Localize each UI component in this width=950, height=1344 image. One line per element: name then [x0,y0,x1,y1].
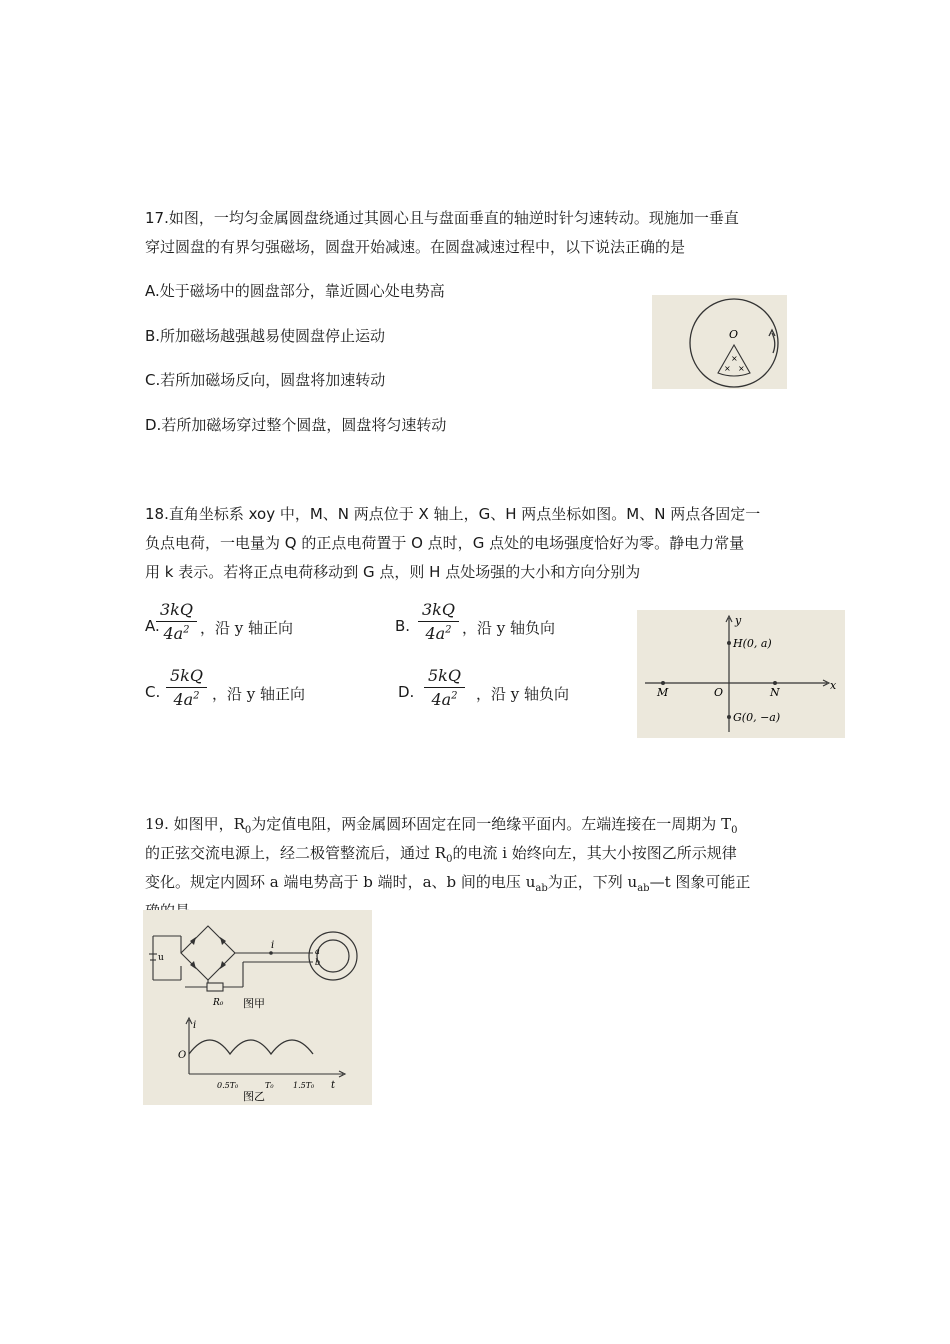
q18-option-c-text: ，沿 y 轴正向 [212,685,306,703]
source-label: u [158,953,164,963]
fraction-exponent: 2 [193,690,200,702]
graph-y-label: i [193,1020,197,1031]
origin-label: O [714,686,724,699]
q18-option-d-letter: D. [398,683,415,701]
q18-option-a-text: ，沿 y 轴正向 [200,619,294,637]
q18-coordinate-figure [637,610,845,738]
graph-t-label: t [331,1080,336,1091]
q18-option-a-fraction [156,600,197,643]
graph-tick: 1.5T₀ [293,1081,315,1090]
figure-caption-a: 图甲 [243,997,265,1010]
current-label: i [271,940,275,951]
y-axis-label: y [735,614,742,627]
q17-option-a: A.处于磁场中的圆盘部分，靠近圆心处电势高 [145,282,445,300]
ring-a-label: a [315,947,320,956]
q17-stem-line-2: 穿过圆盘的有界匀强磁场，圆盘开始减速。在圆盘减速过程中，以下说法正确的是 [145,238,686,256]
fraction-denominator: 4a [425,624,446,643]
q18-option-d-text: ，沿 y 轴负向 [476,685,570,703]
q18-option-b-fraction [418,600,459,643]
fraction-denominator: 4a [163,624,184,643]
q18-option-c-letter: C. [145,683,161,701]
disk-center-label: O [729,328,739,341]
field-mark: × [731,354,738,363]
point-n-label: N [770,686,780,699]
figure-caption-b: 图乙 [243,1090,265,1103]
q18-option-b-text: ，沿 y 轴负向 [462,619,556,637]
q19-circuit-figure [143,910,372,1105]
q18-stem-line-2: 负点电荷，一电量为 Q 的正点电荷置于 O 点时，G 点处的电场强度恰好为零。静电力常量 [145,534,745,552]
q18-stem-line-1: 18.直角坐标系 xoy 中，M、N 两点位于 X 轴上，G、H 两点坐标如图。M、N 两点各固定一 [145,505,761,523]
q17-option-c: C.若所加磁场反向，圆盘将加速转动 [145,371,386,389]
q18-option-c-fraction [166,666,207,709]
graph-tick: T₀ [265,1081,274,1090]
graph-origin-label: O [178,1050,187,1061]
fraction-numerator: 5kQ [424,666,465,688]
field-mark: × [738,364,745,373]
ring-b-label: b [315,958,321,967]
q17-option-d: D.若所加磁场穿过整个圆盘，圆盘将匀速转动 [145,416,447,434]
fraction-exponent: 2 [183,624,190,636]
fraction-numerator: 3kQ [156,600,197,622]
resistor-label: R₀ [213,998,224,1008]
fraction-denominator: 4a [173,690,194,709]
q17-stem-line-1: 17.如图，一均匀金属圆盘绕通过其圆心且与盘面垂直的轴逆时针匀速转动。现施加一垂直 [145,209,739,227]
q19-stem-line-3: 变化。规定内圆环 a 端电势高于 b 端时，a、b 间的电压 $u_{ab}$为正，下列 $u_{ab}—t$ 图象可能正 [145,873,751,894]
fraction-exponent: 2 [445,624,452,636]
q18-option-a-letter: A. [145,617,160,635]
graph-tick: 0.5T₀ [217,1081,239,1090]
field-mark: × [724,364,731,373]
fraction-denominator: 4a [431,690,452,709]
x-axis-label: x [830,679,837,692]
q18-option-d-fraction [424,666,465,709]
point-m-label: M [657,686,669,699]
fraction-numerator: 3kQ [418,600,459,622]
point-g-label: G(0, −a) [733,711,781,724]
q17-disk-figure [652,295,787,389]
q19-stem-line-1: 19. 如图甲，$R_0$为定值电阻，两金属圆环固定在同一绝缘平面内。左端连接在一周期为 $T_0$ [145,815,738,836]
fraction-numerator: 5kQ [166,666,207,688]
fraction-exponent: 2 [451,690,458,702]
q17-option-b: B.所加磁场越强越易使圆盘停止运动 [145,327,386,345]
q19-stem-line-2: 的正弦交流电源上，经二极管整流后，通过 $R_0$的电流 i 始终向左，其大小按图乙所示规律 [145,844,737,865]
q18-option-b-letter: B. [395,617,411,635]
point-h-label: H(0, a) [733,637,772,650]
q18-stem-line-3: 用 k 表示。若将正点电荷移动到 G 点，则 H 点处场强的大小和方向分别为 [145,563,641,581]
